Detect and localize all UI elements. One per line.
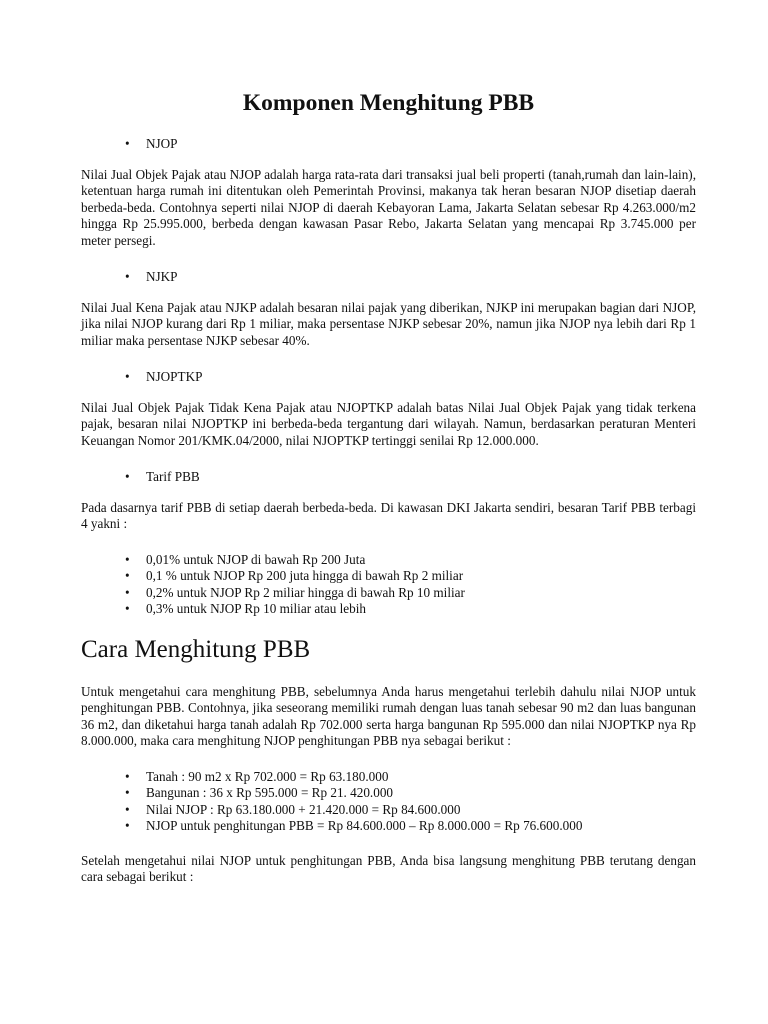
calculation-list (81, 769, 696, 835)
component-heading-list (81, 269, 696, 286)
bullet-icon: • (125, 469, 130, 484)
list-item: • Tanah : 90 m2 x Rp 702.000 = Rp 63.180.000 (125, 768, 389, 784)
section-intro: Untuk mengetahui cara menghitung PBB, sebelumnya Anda harus mengetahui terlebih dahulu nilai NJOP untuk penghitungan PBB. Contohnya, jika seseorang memiliki rumah dengan luas tanah sebesar 90 m2 dan luas bangunan 36 m2, dan diketahui harga tanah adalah Rp 702.000 serta harga bangunan Rp 595.000 dan nilai NJOPTKP nya Rp 8.000.000, maka cara menghitung NJOP penghitungan PBB nya sebagai berikut : (81, 683, 696, 748)
bullet-icon: • (125, 768, 130, 784)
bullet-icon: • (125, 269, 130, 284)
bullet-icon: • (125, 136, 130, 151)
component-heading-njoptkp: • NJOPTKP (125, 369, 203, 384)
bullet-icon: • (125, 369, 130, 384)
component-text-njkp: Nilai Jual Kena Pajak atau NJKP adalah besaran nilai pajak yang diberikan, NJKP ini merupakan bagian dari NJOP, jika nilai NJOP kurang dari Rp 1 miliar, maka persentase NJKP sebesar 20%, namun jika NJOP nya lebih dari Rp 1 miliar maka persentase NJKP sebesar 40%. (81, 299, 696, 348)
bullet-icon: • (125, 801, 130, 817)
component-heading-tarif: • Tarif PBB (125, 469, 200, 484)
component-text-tarif: Pada dasarnya tarif PBB di setiap daerah berbeda-beda. Di kawasan DKI Jakarta sendiri, besaran Tarif PBB terbagi 4 yakni : (81, 499, 696, 531)
list-item: • 0,3% untuk NJOP Rp 10 miliar atau lebih (125, 601, 367, 616)
bullet-icon: • (125, 785, 130, 800)
bullet-icon: • (125, 601, 130, 616)
bullet-icon: • (125, 551, 130, 567)
list-item: • Bangunan : 36 x Rp 595.000 = Rp 21. 420.000 (125, 785, 394, 800)
component-heading-njop: • NJOP (125, 136, 178, 151)
list-item: • 0,01% untuk NJOP di bawah Rp 200 Juta (125, 551, 366, 567)
component-heading-list (81, 136, 696, 153)
list-item: • NJOP untuk penghitungan PBB = Rp 84.600.000 – Rp 8.000.000 = Rp 76.600.000 (125, 818, 583, 833)
list-item: • 0,2% untuk NJOP Rp 2 miliar hingga di bawah Rp 10 miliar (125, 584, 465, 600)
component-heading-list (81, 369, 696, 386)
section-outro: Setelah mengetahui nilai NJOP untuk penghitungan PBB, Anda bisa langsung menghitung PBB terutang dengan cara sebagai berikut : (81, 852, 696, 884)
tariff-list (81, 552, 696, 618)
section-title: Cara Menghitung PBB (81, 635, 311, 663)
component-heading-njkp: • NJKP (125, 269, 178, 284)
bullet-icon: • (125, 818, 130, 833)
bullet-icon: • (125, 584, 130, 600)
component-heading-list (81, 469, 696, 486)
document-title: Komponen Menghitung PBB (242, 90, 535, 116)
component-text-njop: Nilai Jual Objek Pajak atau NJOP adalah harga rata-rata dari transaksi jual beli properti (tanah,rumah dan lain-lain), ketentuan harga rumah ini ditentukan oleh Pemerintah Provinsi, makanya tak heran besaran NJOP disetiap daerah berbeda-beda. Contohnya seperti nilai NJOP di daerah Kebayoran Lama, Jakarta Selatan sebesar Rp 4.263.000/m2 hingga Rp 25.995.000, berbeda dengan kawasan Pasar Rebo, Jakarta Selatan yang mencapai Rp 3.745.000 per meter persegi. (81, 166, 696, 248)
component-text-njoptkp: Nilai Jual Objek Pajak Tidak Kena Pajak atau NJOPTKP adalah batas Nilai Jual Objek Pajak yang tidak terkena pajak, besaran nilai NJOPTKP ini berbeda-beda tergantung dari wilayah. Namun, berdasarkan peraturan Menteri Keuangan Nomor 201/KMK.04/2000, nilai NJOPTKP tertinggi senilai Rp 12.000.000. (81, 399, 696, 448)
list-item: • Nilai NJOP : Rp 63.180.000 + 21.420.000 = Rp 84.600.000 (125, 801, 461, 817)
bullet-icon: • (125, 568, 130, 583)
list-item: • 0,1 % untuk NJOP Rp 200 juta hingga di bawah Rp 2 miliar (125, 568, 464, 583)
